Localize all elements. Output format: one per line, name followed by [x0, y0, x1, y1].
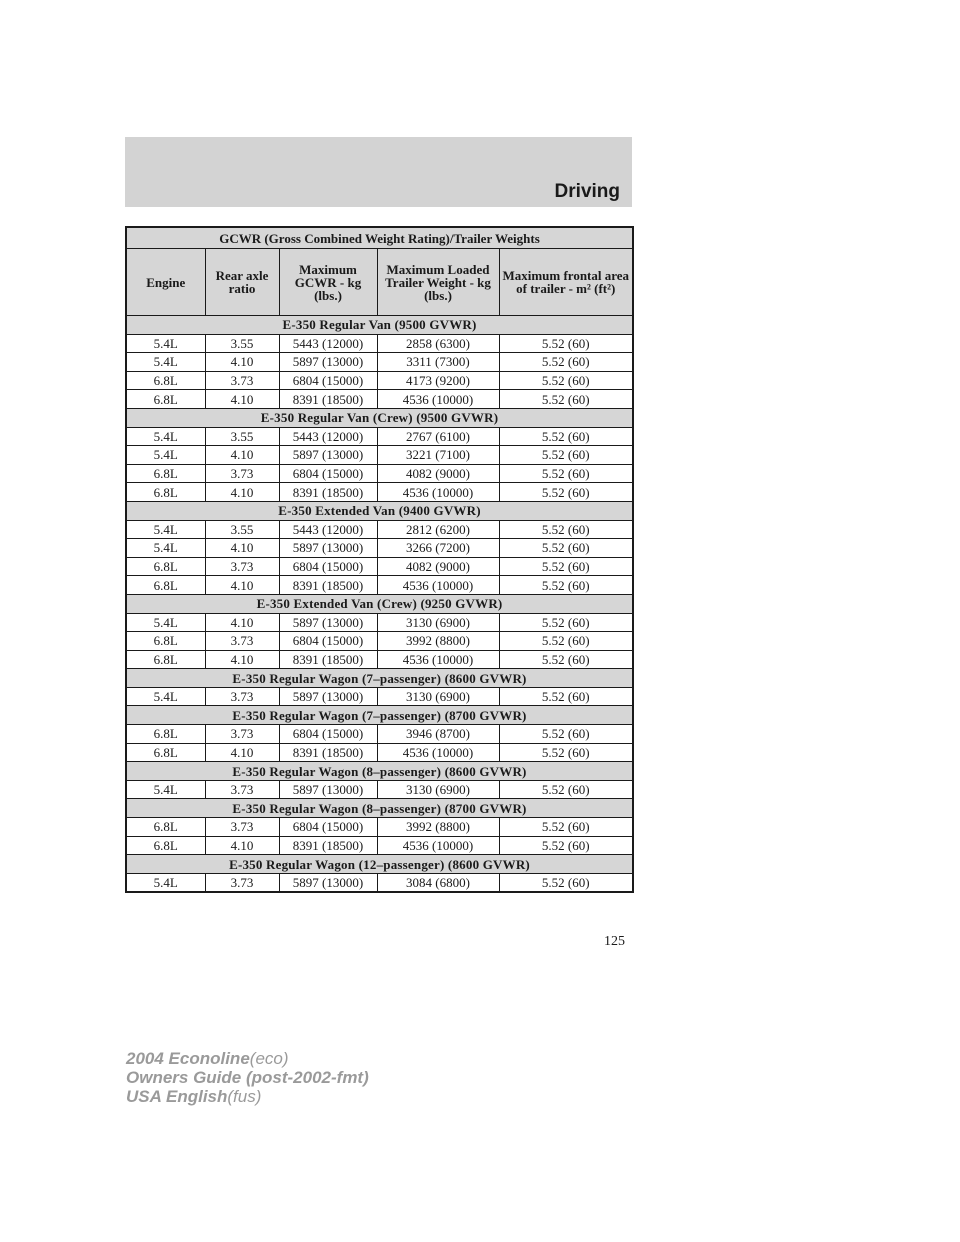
cell-max-trailer-weight: 4173 (9200) [377, 371, 499, 390]
cell-axle-ratio: 3.73 [205, 371, 279, 390]
cell-max-trailer-weight: 3946 (8700) [377, 725, 499, 744]
group-header-row [126, 669, 633, 688]
cell-frontal-area: 5.52 (60) [499, 613, 633, 632]
group-header-row [126, 762, 633, 781]
cell-engine: 6.8L [126, 557, 205, 576]
cell-frontal-area: 5.52 (60) [499, 743, 633, 762]
cell-axle-ratio: 4.10 [205, 353, 279, 372]
cell-axle-ratio: 4.10 [205, 743, 279, 762]
cell-max-gcwr: 5897 (13000) [279, 780, 377, 799]
cell-frontal-area: 5.52 (60) [499, 483, 633, 502]
table-row [126, 725, 633, 744]
cell-max-gcwr: 8391 (18500) [279, 390, 377, 409]
cell-axle-ratio: 3.73 [205, 873, 279, 892]
cell-max-trailer-weight: 4536 (10000) [377, 743, 499, 762]
cell-axle-ratio: 4.10 [205, 650, 279, 669]
gcwr-table-container [125, 226, 632, 893]
group-header-row [126, 316, 633, 335]
cell-engine: 5.4L [126, 427, 205, 446]
footer-language-code: (fus) [227, 1087, 262, 1106]
cell-engine: 5.4L [126, 334, 205, 353]
cell-axle-ratio: 3.73 [205, 632, 279, 651]
cell-max-trailer-weight: 3130 (6900) [377, 613, 499, 632]
cell-axle-ratio: 4.10 [205, 483, 279, 502]
cell-max-gcwr: 8391 (18500) [279, 743, 377, 762]
cell-frontal-area: 5.52 (60) [499, 576, 633, 595]
cell-axle-ratio: 3.55 [205, 334, 279, 353]
cell-max-gcwr: 5897 (13000) [279, 873, 377, 892]
footer-model: 2004 Econoline [126, 1049, 250, 1068]
cell-engine: 6.8L [126, 390, 205, 409]
cell-engine: 6.8L [126, 725, 205, 744]
cell-axle-ratio: 4.10 [205, 539, 279, 558]
table-row [126, 427, 633, 446]
cell-max-trailer-weight: 4082 (9000) [377, 557, 499, 576]
cell-max-trailer-weight: 4536 (10000) [377, 576, 499, 595]
cell-engine: 5.4L [126, 353, 205, 372]
cell-engine: 5.4L [126, 687, 205, 706]
column-header-row [126, 249, 633, 316]
table-row [126, 650, 633, 669]
cell-max-gcwr: 6804 (15000) [279, 725, 377, 744]
table-row [126, 613, 633, 632]
cell-engine: 6.8L [126, 743, 205, 762]
cell-frontal-area: 5.52 (60) [499, 632, 633, 651]
group-header-row [126, 501, 633, 520]
cell-max-trailer-weight: 2767 (6100) [377, 427, 499, 446]
cell-max-trailer-weight: 4536 (10000) [377, 483, 499, 502]
cell-max-trailer-weight: 3266 (7200) [377, 539, 499, 558]
cell-engine: 5.4L [126, 539, 205, 558]
cell-engine: 6.8L [126, 483, 205, 502]
cell-max-gcwr: 6804 (15000) [279, 557, 377, 576]
table-row [126, 632, 633, 651]
cell-max-gcwr: 5443 (12000) [279, 334, 377, 353]
group-header-row [126, 799, 633, 818]
cell-axle-ratio: 3.55 [205, 427, 279, 446]
group-title: E-350 Regular Van (9500 GVWR) [126, 316, 633, 335]
cell-max-trailer-weight: 2858 (6300) [377, 334, 499, 353]
cell-axle-ratio: 3.73 [205, 557, 279, 576]
table-row [126, 520, 633, 539]
group-title: E-350 Regular Wagon (8–passenger) (8700 GVWR) [126, 799, 633, 818]
group-header-row [126, 706, 633, 725]
header-band [125, 137, 632, 207]
footer-line-2 [126, 1068, 369, 1087]
cell-axle-ratio: 3.73 [205, 725, 279, 744]
cell-frontal-area: 5.52 (60) [499, 725, 633, 744]
table-body [126, 316, 633, 893]
cell-engine: 5.4L [126, 613, 205, 632]
cell-axle-ratio: 4.10 [205, 576, 279, 595]
table-title: GCWR (Gross Combined Weight Rating)/Trailer Weights [126, 227, 633, 249]
cell-max-gcwr: 6804 (15000) [279, 818, 377, 837]
group-title: E-350 Regular Wagon (8–passenger) (8600 GVWR) [126, 762, 633, 781]
table-row [126, 464, 633, 483]
group-title: E-350 Regular Wagon (7–passenger) (8700 GVWR) [126, 706, 633, 725]
table-row [126, 687, 633, 706]
cell-max-trailer-weight: 3311 (7300) [377, 353, 499, 372]
cell-engine: 5.4L [126, 520, 205, 539]
table-row [126, 557, 633, 576]
cell-max-gcwr: 8391 (18500) [279, 650, 377, 669]
cell-frontal-area: 5.52 (60) [499, 780, 633, 799]
cell-max-trailer-weight: 3221 (7100) [377, 446, 499, 465]
cell-axle-ratio: 3.73 [205, 818, 279, 837]
cell-max-gcwr: 5443 (12000) [279, 427, 377, 446]
group-title: E-350 Regular Van (Crew) (9500 GVWR) [126, 408, 633, 427]
cell-max-gcwr: 6804 (15000) [279, 464, 377, 483]
cell-max-trailer-weight: 4536 (10000) [377, 390, 499, 409]
cell-engine: 6.8L [126, 836, 205, 855]
cell-max-trailer-weight: 4536 (10000) [377, 650, 499, 669]
cell-frontal-area: 5.52 (60) [499, 539, 633, 558]
cell-engine: 5.4L [126, 873, 205, 892]
cell-frontal-area: 5.52 (60) [499, 390, 633, 409]
group-title: E-350 Regular Wagon (7–passenger) (8600 GVWR) [126, 669, 633, 688]
cell-max-gcwr: 8391 (18500) [279, 576, 377, 595]
table-row [126, 818, 633, 837]
cell-max-gcwr: 8391 (18500) [279, 483, 377, 502]
cell-engine: 6.8L [126, 650, 205, 669]
cell-max-trailer-weight: 4082 (9000) [377, 464, 499, 483]
cell-frontal-area: 5.52 (60) [499, 371, 633, 390]
cell-max-trailer-weight: 3084 (6800) [377, 873, 499, 892]
table-row [126, 483, 633, 502]
cell-axle-ratio: 3.73 [205, 464, 279, 483]
table-row [126, 576, 633, 595]
footer-line-1 [126, 1049, 369, 1068]
table-row [126, 780, 633, 799]
group-header-row [126, 594, 633, 613]
page-number: 125 [604, 934, 625, 949]
table-row [126, 743, 633, 762]
cell-max-gcwr: 5897 (13000) [279, 613, 377, 632]
table-row [126, 371, 633, 390]
cell-max-gcwr: 5897 (13000) [279, 539, 377, 558]
cell-engine: 6.8L [126, 576, 205, 595]
table-row [126, 539, 633, 558]
column-header-frontal-area: Maximum frontal area of trailer - m² (ft²) [499, 249, 633, 316]
table-row [126, 390, 633, 409]
cell-engine: 6.8L [126, 371, 205, 390]
footer-model-code: (eco) [249, 1049, 289, 1068]
cell-max-gcwr: 8391 (18500) [279, 836, 377, 855]
cell-max-trailer-weight: 3992 (8800) [377, 632, 499, 651]
column-header-axle-ratio: Rear axle ratio [205, 249, 279, 316]
cell-axle-ratio: 3.73 [205, 780, 279, 799]
group-title: E-350 Extended Van (9400 GVWR) [126, 501, 633, 520]
cell-axle-ratio: 4.10 [205, 836, 279, 855]
section-title: Driving [554, 181, 620, 202]
table-row [126, 446, 633, 465]
cell-axle-ratio: 3.55 [205, 520, 279, 539]
cell-frontal-area: 5.52 (60) [499, 650, 633, 669]
cell-max-gcwr: 6804 (15000) [279, 632, 377, 651]
gcwr-table [125, 226, 634, 893]
cell-max-trailer-weight: 2812 (6200) [377, 520, 499, 539]
cell-max-gcwr: 5897 (13000) [279, 446, 377, 465]
cell-axle-ratio: 3.73 [205, 687, 279, 706]
group-header-row [126, 855, 633, 874]
table-row [126, 836, 633, 855]
footer-language: USA English [126, 1087, 228, 1106]
cell-frontal-area: 5.52 (60) [499, 353, 633, 372]
cell-frontal-area: 5.52 (60) [499, 334, 633, 353]
cell-frontal-area: 5.52 (60) [499, 464, 633, 483]
cell-max-gcwr: 5897 (13000) [279, 353, 377, 372]
cell-max-gcwr: 5897 (13000) [279, 687, 377, 706]
footer-line-3 [126, 1087, 369, 1106]
cell-engine: 6.8L [126, 632, 205, 651]
cell-max-trailer-weight: 3992 (8800) [377, 818, 499, 837]
cell-axle-ratio: 4.10 [205, 613, 279, 632]
column-header-max-gcwr: Maximum GCWR - kg (lbs.) [279, 249, 377, 316]
group-title: E-350 Regular Wagon (12–passenger) (8600 GVWR) [126, 855, 633, 874]
cell-axle-ratio: 4.10 [205, 446, 279, 465]
cell-frontal-area: 5.52 (60) [499, 818, 633, 837]
cell-frontal-area: 5.52 (60) [499, 427, 633, 446]
table-title-row [126, 227, 633, 249]
group-title: E-350 Extended Van (Crew) (9250 GVWR) [126, 594, 633, 613]
cell-frontal-area: 5.52 (60) [499, 446, 633, 465]
footer [126, 1049, 369, 1106]
cell-frontal-area: 5.52 (60) [499, 687, 633, 706]
cell-max-trailer-weight: 4536 (10000) [377, 836, 499, 855]
cell-frontal-area: 5.52 (60) [499, 836, 633, 855]
footer-guide: Owners Guide (post-2002-fmt) [126, 1068, 369, 1087]
cell-max-gcwr: 6804 (15000) [279, 371, 377, 390]
table-row [126, 873, 633, 892]
cell-max-gcwr: 5443 (12000) [279, 520, 377, 539]
table-row [126, 353, 633, 372]
cell-engine: 6.8L [126, 464, 205, 483]
table-row [126, 334, 633, 353]
cell-frontal-area: 5.52 (60) [499, 557, 633, 576]
cell-frontal-area: 5.52 (60) [499, 520, 633, 539]
cell-engine: 6.8L [126, 818, 205, 837]
cell-axle-ratio: 4.10 [205, 390, 279, 409]
cell-max-trailer-weight: 3130 (6900) [377, 687, 499, 706]
column-header-engine: Engine [126, 249, 205, 316]
group-header-row [126, 408, 633, 427]
cell-max-trailer-weight: 3130 (6900) [377, 780, 499, 799]
column-header-max-trailer-weight: Maximum Loaded Trailer Weight - kg (lbs.) [377, 249, 499, 316]
cell-engine: 5.4L [126, 780, 205, 799]
cell-frontal-area: 5.52 (60) [499, 873, 633, 892]
cell-engine: 5.4L [126, 446, 205, 465]
